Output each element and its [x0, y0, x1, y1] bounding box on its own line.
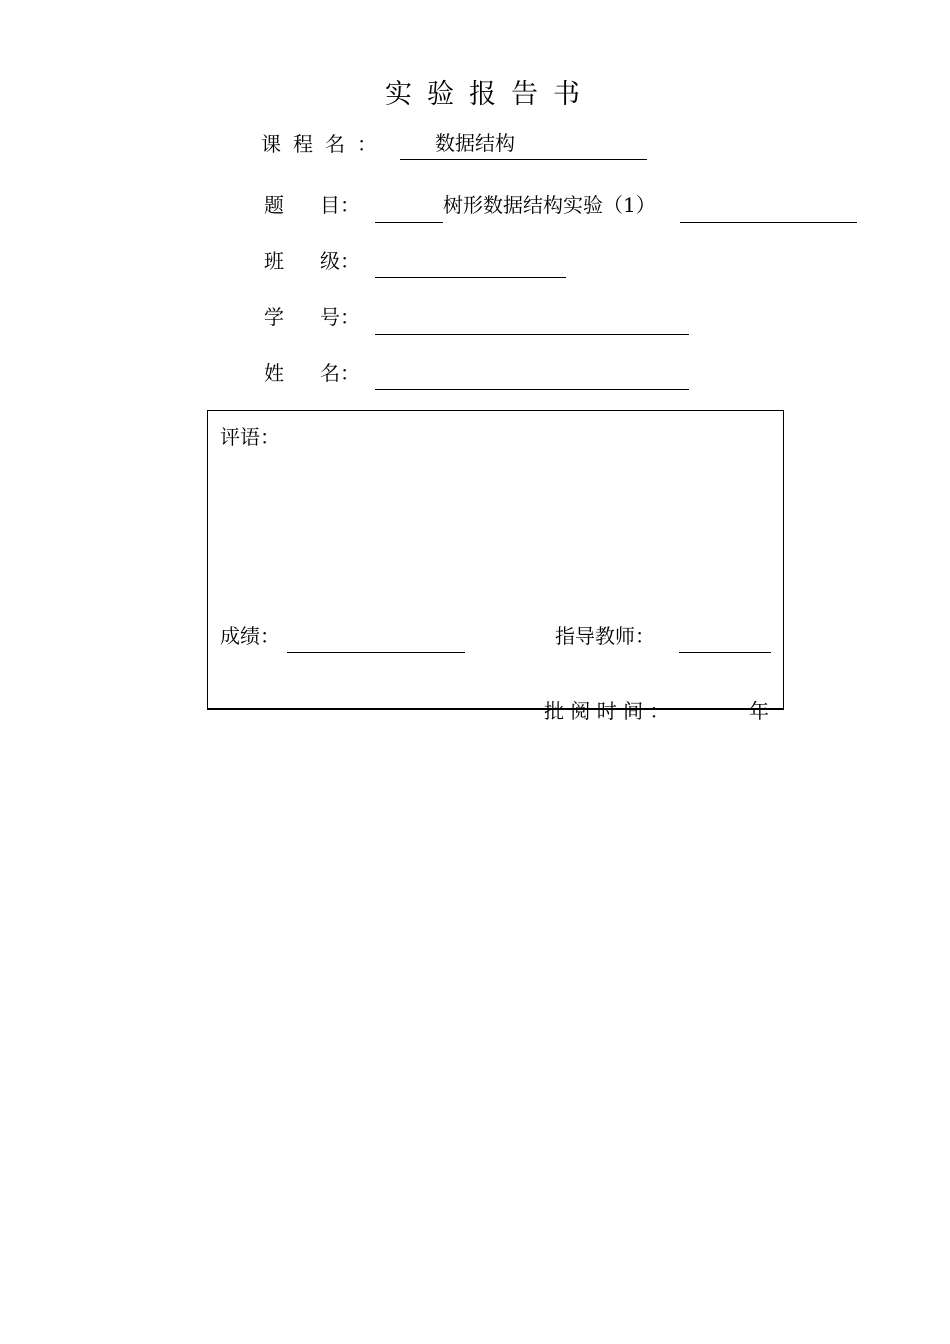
- topic-label-second: 目：: [320, 193, 360, 217]
- page-title: 实验报告书: [385, 79, 595, 110]
- review-time-label: 批 阅 时 间 ：: [544, 699, 670, 723]
- comment-label: 评语：: [220, 425, 280, 449]
- grade-underline: [287, 652, 465, 653]
- topic-label-first: 题: [264, 193, 284, 217]
- class-label-second: 级：: [320, 249, 360, 273]
- review-box: [207, 410, 784, 710]
- grade-label: 成绩：: [220, 624, 280, 648]
- name-underline: [375, 389, 689, 390]
- student-id-label-first: 学: [264, 305, 284, 329]
- course-label: 课程名：: [261, 132, 389, 156]
- topic-underline-right: [680, 222, 857, 223]
- teacher-underline: [679, 652, 771, 653]
- course-underline: [400, 159, 647, 160]
- teacher-label: 指导教师：: [555, 624, 655, 648]
- student-id-underline: [375, 334, 689, 335]
- name-label-second: 名：: [320, 361, 360, 385]
- year-label: 年: [749, 699, 769, 723]
- topic-value: 树形数据结构实验（1）: [443, 193, 656, 217]
- course-value: 数据结构: [435, 131, 515, 155]
- name-label-first: 姓: [264, 361, 284, 385]
- review-box-bottom-border: [207, 708, 784, 710]
- topic-underline-left: [375, 222, 443, 223]
- class-label-first: 班: [264, 249, 284, 273]
- class-underline: [375, 277, 566, 278]
- student-id-label-second: 号：: [320, 305, 360, 329]
